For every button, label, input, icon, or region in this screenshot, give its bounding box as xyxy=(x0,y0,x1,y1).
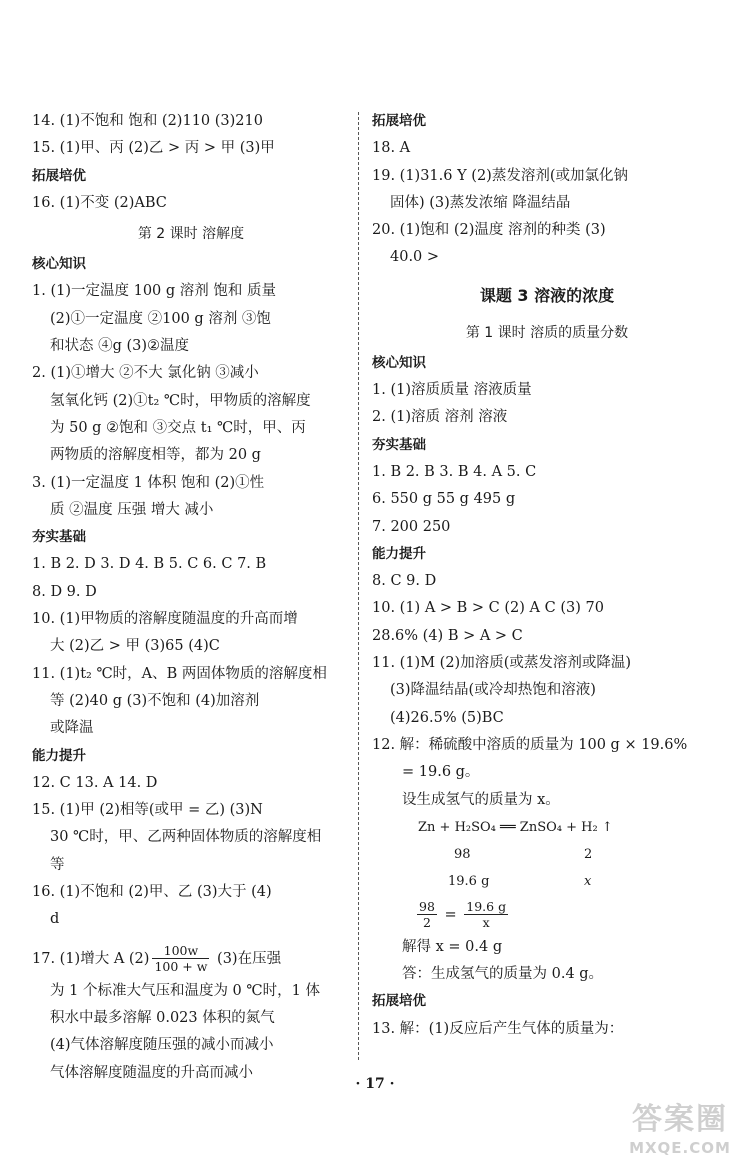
answer-line: 氢氧化钙 (2)①t₂ ℃时，甲物质的溶解度 xyxy=(50,392,311,409)
answer-line: (2)①一定温度 ②100 g 溶剂 ③饱 xyxy=(50,310,271,327)
answer-line: 1. B 2. B 3. B 4. A 5. C xyxy=(372,463,537,480)
answer-line: 8. D 9. D xyxy=(32,583,97,600)
column-divider xyxy=(358,112,359,1060)
watermark-text: 答案圈 xyxy=(632,1102,728,1137)
answer-line: 10. (1) A > B > C (2) A C (3) 70 xyxy=(372,600,604,617)
answer-line: 16. (1)不饱和 (2)甲、乙 (3)大于 (4) xyxy=(32,884,272,901)
answer-line: 设生成氢气的质量为 x。 xyxy=(402,791,560,808)
page-number: · 17 · xyxy=(355,1076,395,1092)
answer-line: 和状态 ④g (3)②温度 xyxy=(50,338,190,355)
answer-line: 16. (1)不变 (2)ABC xyxy=(32,194,167,211)
answer-line: 12. C 13. A 14. D xyxy=(32,774,158,791)
fraction-numerator: 100w xyxy=(152,943,209,959)
answer-line: 12. 解：稀硫酸中溶质的质量为 100 g × 19.6% xyxy=(372,736,688,753)
section-heading: 拓展培优 xyxy=(372,993,426,1010)
lesson-title: 第 2 课时 溶解度 xyxy=(137,226,245,243)
fraction-numerator: 98 xyxy=(419,899,435,915)
ratio-left: 98 xyxy=(454,847,471,863)
answer-line: 1. (1)溶质质量 溶液质量 xyxy=(372,382,532,399)
ratio-row xyxy=(372,868,722,895)
answer-line: 28.6% (4) B > A > C xyxy=(372,627,523,644)
answer-line: 40.0 > xyxy=(390,249,440,266)
section-heading: 核心知识 xyxy=(372,354,426,371)
answer-line: 20. (1)饱和 (2)温度 溶剂的种类 (3) xyxy=(372,222,606,239)
watermark-url: MXQE.COM xyxy=(629,1139,731,1157)
chemical-equation: Zn + H₂SO₄ ══ ZnSO₄ + H₂ ↑ xyxy=(418,819,613,835)
answer-line: 19. (1)31.6 Y (2)蒸发溶剂(或加氯化钠 xyxy=(372,167,628,184)
answer-line: 10. (1)甲物质的溶解度随温度的升高而增 xyxy=(32,611,298,628)
q17-prefix: 17. (1)增大 A (2) xyxy=(32,950,150,967)
topic-title: 课题 3 溶液的浓度 xyxy=(479,285,615,305)
ratio-right: 2 xyxy=(584,847,593,863)
answer-line: 答：生成氢气的质量为 0.4 g。 xyxy=(402,966,604,983)
answer-line: 11. (1)t₂ ℃时，A、B 两固体物质的溶解度相 xyxy=(32,665,327,682)
answer-line-fraction xyxy=(32,940,350,978)
answer-line: 15. (1)甲、丙 (2)乙 > 丙 > 甲 (3)甲 xyxy=(32,140,275,157)
answer-line: 质 ②温度 压强 增大 减小 xyxy=(50,501,214,518)
answer-line: 或降温 xyxy=(50,720,94,737)
section-heading: 核心知识 xyxy=(32,256,86,273)
answer-line: 1. (1)一定温度 100 g 溶剂 饱和 质量 xyxy=(32,283,276,300)
answer-line: (3)降温结晶(或冷却热饱和溶液) xyxy=(390,682,596,699)
proportion-line: $\frac{98}{2}$ = $\frac{19.6 g}{x}$ xyxy=(419,899,507,931)
section-heading: 能力提升 xyxy=(32,747,86,764)
answer-line: 30 ℃时，甲、乙两种固体物质的溶解度相 xyxy=(50,829,322,846)
left-column xyxy=(32,108,350,1087)
ratio-left: 19.6 g xyxy=(448,874,490,890)
answer-line: 15. (1)甲 (2)相等(或甲 = 乙) (3)N xyxy=(32,802,263,819)
fraction-denominator: 2 xyxy=(422,915,431,931)
answer-line: 14. (1)不饱和 饱和 (2)110 (3)210 xyxy=(32,113,263,129)
section-heading: 拓展培优 xyxy=(372,113,426,129)
section-heading: 拓展培优 xyxy=(32,167,86,184)
answer-line: 固体) (3)蒸发浓缩 降温结晶 xyxy=(390,194,571,211)
section-heading: 夯实基础 xyxy=(372,436,426,453)
lesson-title: 第 1 课时 溶质的质量分数 xyxy=(465,324,629,341)
fraction-denominator: x xyxy=(482,915,490,931)
answer-line: 等 (2)40 g (3)不饱和 (4)加溶剂 xyxy=(50,692,260,709)
section-heading: 夯实基础 xyxy=(32,529,86,546)
answer-line: (4)26.5% (5)BC xyxy=(390,709,504,726)
answer-line: 2. (1)①增大 ②不大 氯化钠 ③减小 xyxy=(32,365,259,382)
answer-line: = 19.6 g。 xyxy=(402,764,480,781)
answer-line: 8. C 9. D xyxy=(372,573,437,590)
answer-line: 6. 550 g 55 g 495 g xyxy=(372,491,516,508)
answer-line: 2. (1)溶质 溶剂 溶液 xyxy=(372,409,508,426)
answer-line: (4)气体溶解度随压强的减小而减小 xyxy=(50,1037,274,1054)
answer-line: 3. (1)一定温度 1 体积 饱和 (2)①性 xyxy=(32,474,265,491)
answer-line: 1. B 2. D 3. D 4. B 5. C 6. C 7. B xyxy=(32,556,267,573)
answer-line: 13. 解：(1)反应后产生气体的质量为： xyxy=(372,1020,624,1037)
answer-line: 气体溶解度随温度的升高而减小 xyxy=(50,1064,253,1081)
answer-line: 18. A xyxy=(372,140,411,157)
fraction xyxy=(417,899,437,930)
fraction xyxy=(464,899,508,930)
ratio-right: x xyxy=(584,874,592,890)
answer-line: 等 xyxy=(50,856,65,873)
answer-line: 积水中最多溶解 0.023 体积的氮气 xyxy=(50,1009,275,1026)
fraction-denominator: 100 + w xyxy=(154,959,208,975)
answer-line: 大 (2)乙 > 甲 (3)65 (4)C xyxy=(50,638,220,655)
answer-line: 为 1 个标准大气压和温度为 0 ℃时，1 体 xyxy=(50,982,320,999)
ratio-row xyxy=(372,841,722,868)
fraction xyxy=(152,943,209,974)
answer-line: 7. 200 250 xyxy=(372,518,451,535)
section-heading: 能力提升 xyxy=(372,545,426,562)
answer-line: d xyxy=(50,911,60,928)
fraction-numerator: 19.6 g xyxy=(466,899,507,915)
answer-line: 11. (1)M (2)加溶质(或蒸发溶剂或降温) xyxy=(372,655,632,672)
watermark-logo xyxy=(620,1102,740,1164)
answer-line: 为 50 g ②饱和 ③交点 t₁ ℃时，甲、丙 xyxy=(50,419,306,436)
right-column xyxy=(372,108,722,1043)
answer-line: 解得 x = 0.4 g xyxy=(402,938,503,955)
answer-line: 两物质的溶解度相等，都为 20 g xyxy=(50,447,261,464)
q17-suffix: (3)在压强 xyxy=(212,950,282,967)
